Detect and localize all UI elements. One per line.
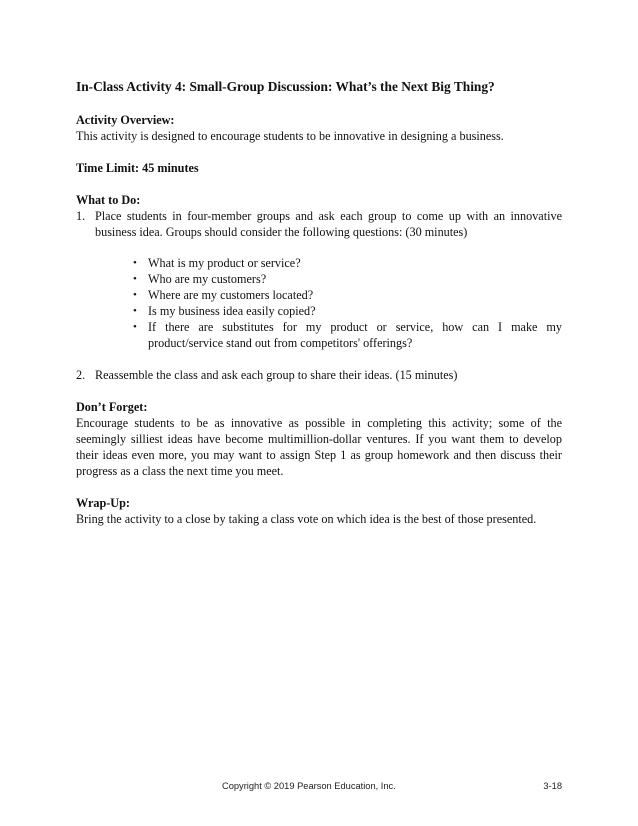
- step-1-number: 1.: [76, 209, 86, 223]
- bullet-icon: •: [133, 257, 137, 269]
- question-item: [130, 319, 562, 351]
- activity-overview-heading: Activity Overview:: [76, 113, 175, 127]
- wrap-up-section: [76, 495, 562, 527]
- dont-forget-text: Encourage students to be as innovative as possible in completing this activity; some of the seemingly silliest ideas have become multimillion-dollar ventures. If you want them to develop their ideas even more, you may want to assign Step 1 as group homework and then discuss their progress as a class the next time you meet.: [76, 416, 562, 478]
- dont-forget-section: [76, 399, 562, 479]
- bullet-icon: •: [133, 321, 137, 333]
- page-title: In-Class Activity 4: Small-Group Discussion: What’s the Next Big Thing?: [76, 79, 495, 94]
- copyright-notice: Copyright © 2019 Pearson Education, Inc.: [222, 781, 396, 791]
- question-text: Where are my customers located?: [148, 288, 314, 302]
- bullet-icon: •: [133, 305, 137, 317]
- question-text: What is my product or service?: [148, 256, 301, 270]
- page-number: 3-18: [543, 781, 562, 791]
- bullet-icon: •: [133, 289, 137, 301]
- step-1-text: Place students in four-member groups and ask each group to come up with an innovative business idea. Groups should consider the following questions: (30 minutes): [95, 209, 562, 239]
- dont-forget-heading: Don’t Forget:: [76, 400, 148, 414]
- wrap-up-text: Bring the activity to a close by taking a class vote on which idea is the best of those presented.: [76, 512, 537, 526]
- question-text: Who are my customers?: [148, 272, 267, 286]
- time-limit-section: [76, 160, 562, 176]
- step-2-text: Reassemble the class and ask each group to share their ideas. (15 minutes): [95, 368, 458, 382]
- activity-overview-text: This activity is designed to encourage students to be innovative in designing a business.: [76, 129, 504, 143]
- question-list: [95, 255, 562, 351]
- step-1: [76, 208, 562, 351]
- question-text: Is my business idea easily copied?: [148, 304, 316, 318]
- activity-overview-section: [76, 112, 562, 144]
- question-item: [130, 271, 562, 287]
- what-to-do-heading: What to Do:: [76, 193, 141, 207]
- step-2-number: 2.: [76, 368, 86, 382]
- question-item: [130, 303, 562, 319]
- step-2: [76, 367, 562, 383]
- time-limit-heading: Time Limit: 45 minutes: [76, 161, 199, 175]
- question-item: [130, 287, 562, 303]
- question-item: [130, 255, 562, 271]
- bullet-icon: •: [133, 273, 137, 285]
- document-page: [76, 78, 562, 543]
- steps-list: [76, 208, 562, 383]
- wrap-up-heading: Wrap-Up:: [76, 496, 130, 510]
- what-to-do-section: [76, 192, 562, 383]
- question-text: If there are substitutes for my product or service, how can I make my product/service stand out from competitors' offerings?: [148, 320, 562, 350]
